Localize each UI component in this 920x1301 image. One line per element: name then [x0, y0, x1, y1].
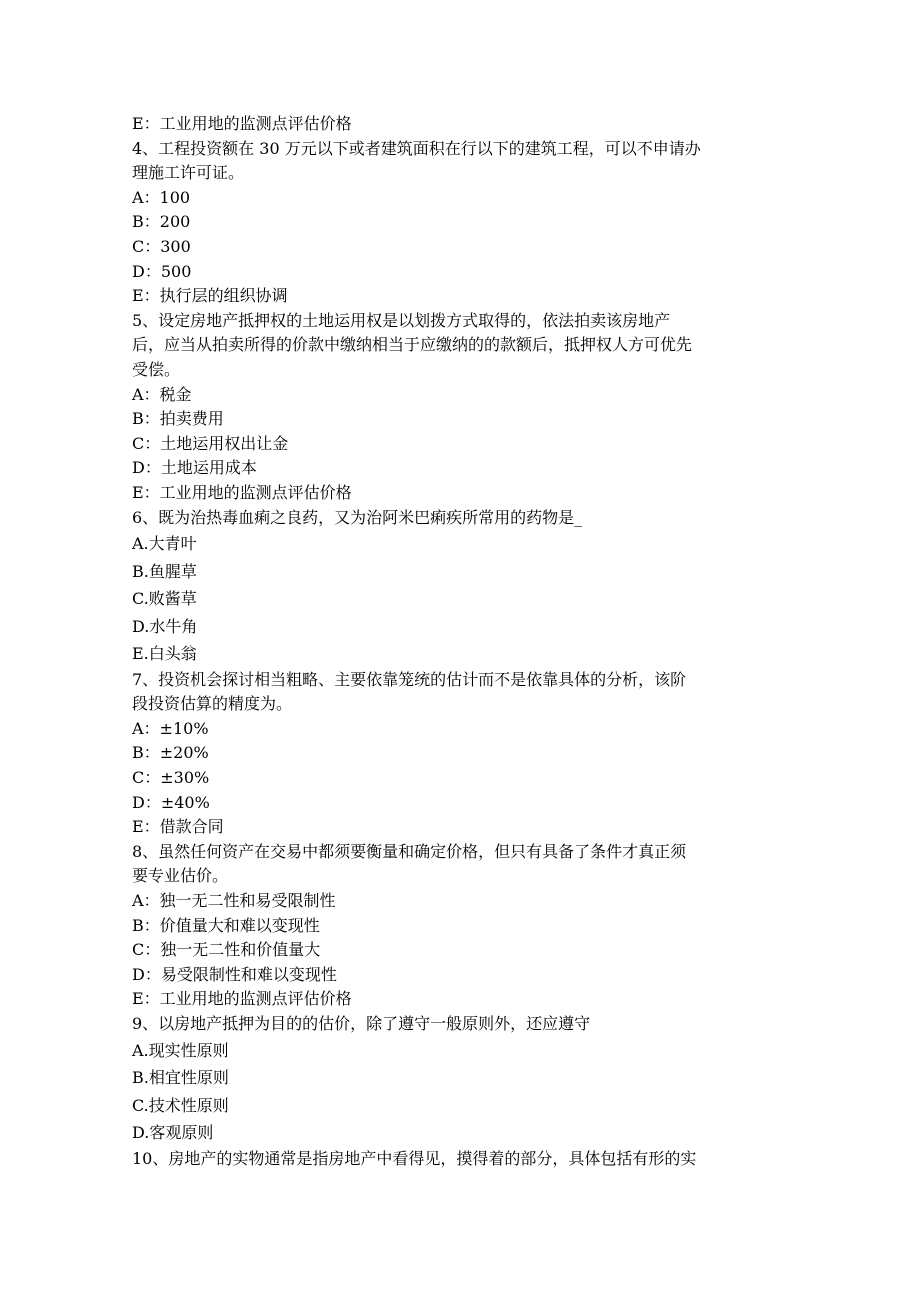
- text-line: E：执行层的组织协调: [132, 286, 288, 306]
- text-line: C：土地运用权出让金: [132, 433, 289, 453]
- text-line: C：独一无二性和价值量大: [132, 940, 321, 960]
- text-line: 5、设定房地产抵押权的土地运用权是以划拨方式取得的，依法拍卖该房地产: [132, 310, 671, 330]
- text-line: C.败酱草: [132, 589, 197, 609]
- text-line: 段投资估算的精度为。: [132, 694, 293, 714]
- text-line: A：100: [132, 187, 191, 207]
- text-line: D.客观原则: [132, 1123, 214, 1142]
- text-line: B.鱼腥草: [132, 561, 197, 581]
- text-line: A.大青叶: [132, 534, 197, 554]
- text-line: E.白头翁: [132, 644, 197, 664]
- text-line: E：工业用地的监测点评估价格: [132, 482, 352, 502]
- text-line: 8、虽然任何资产在交易中都须要衡量和确定价格，但只有具备了条件才真正须: [132, 841, 687, 861]
- text-line: A：独一无二性和易受限制性: [132, 890, 336, 910]
- text-line: 后，应当从拍卖所得的价款中缴纳相当于应缴纳的的款额后，抵押权人方可优先: [132, 335, 693, 355]
- text-line: C：±30%: [132, 767, 210, 787]
- text-line: 9、以房地产抵押为目的的估价，除了遵守一般原则外，还应遵守: [132, 1013, 591, 1033]
- text-line: 受偿。: [132, 359, 181, 379]
- text-line: 要专业估价。: [132, 866, 229, 886]
- text-line: B：价值量大和难以变现性: [132, 915, 320, 935]
- text-line: 10、房地产的实物通常是指房地产中看得见，摸得着的部分，具体包括有形的实: [132, 1148, 697, 1168]
- text-line: 7、投资机会探讨相当粗略、主要依靠笼统的估计而不是依靠具体的分析，该阶: [132, 669, 687, 689]
- text-line: C.技术性原则: [132, 1095, 229, 1115]
- text-line: A：±10%: [132, 718, 209, 738]
- text-line: D：±40%: [132, 792, 210, 812]
- text-line: A.现实性原则: [132, 1040, 229, 1060]
- text-line: D：土地运用成本: [132, 458, 257, 478]
- text-line: 4、工程投资额在 30 万元以下或者建筑面积在行以下的建筑工程，可以不申请办: [132, 138, 701, 158]
- text-line: E：借款合同: [132, 817, 224, 837]
- text-line: D：易受限制性和难以变现性: [132, 964, 337, 984]
- text-line: D：500: [132, 261, 192, 281]
- text-line: E：工业用地的监测点评估价格: [132, 114, 352, 133]
- text-line: A：税金: [132, 384, 192, 404]
- text-line: D.水牛角: [132, 616, 198, 636]
- text-line: 理施工许可证。: [132, 163, 245, 183]
- text-line: B：拍卖费用: [132, 409, 224, 429]
- text-line: B：200: [132, 212, 191, 232]
- text-line: B.相宜性原则: [132, 1068, 229, 1087]
- document-body: [132, 112, 792, 1171]
- text-line: C：300: [132, 236, 191, 256]
- text-line: 6、既为治热毒血痢之良药，又为治阿米巴痢疾所常用的药物是_: [132, 507, 583, 527]
- text-line: E：工业用地的监测点评估价格: [132, 989, 352, 1009]
- text-line: B：±20%: [132, 743, 209, 763]
